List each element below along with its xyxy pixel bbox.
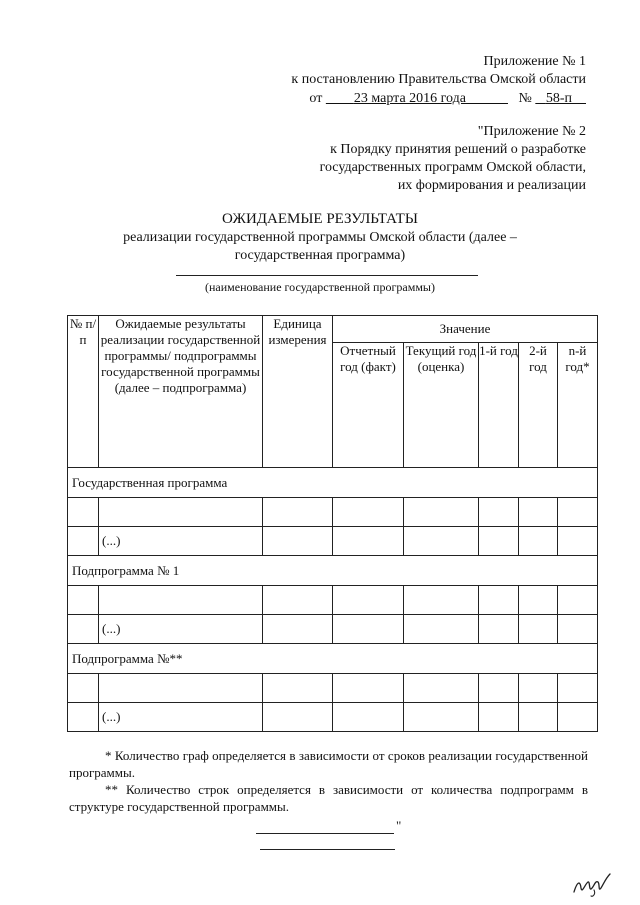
closing-quote: " xyxy=(396,818,402,833)
program-name-line xyxy=(176,275,478,276)
header-year-1: 1-й год xyxy=(479,343,519,468)
table-row xyxy=(68,615,598,644)
ellipsis-cell: (...) xyxy=(99,615,263,644)
expected-results-table xyxy=(67,315,598,732)
section-state-program: Государственная программа xyxy=(68,468,598,498)
header-value: Значение xyxy=(333,316,598,343)
table-row xyxy=(68,498,598,527)
header-reporting-year: Отчетный год (факт) xyxy=(333,343,404,468)
resolution-date-line xyxy=(309,90,586,107)
date-value: 23 марта 2016 года xyxy=(353,91,466,106)
header-year-n: n-й год* xyxy=(558,343,598,468)
procedure-reference-2: государственных программ Омской области, xyxy=(319,160,586,175)
resolution-reference: к постановлению Правительства Омской области xyxy=(291,72,586,87)
number-value: 58-п xyxy=(545,91,572,106)
footnote-rows: ** Количество строк определяется в зависимости от количества подпрограмм в структуре государственной программы. xyxy=(69,782,588,814)
appendix-2-title: "Приложение № 2 xyxy=(477,124,586,139)
table-row xyxy=(68,703,598,732)
ellipsis-cell: (...) xyxy=(99,703,263,732)
header-year-2: 2-й год xyxy=(519,343,558,468)
ellipsis-cell: (...) xyxy=(99,527,263,556)
procedure-reference-1: к Порядку принятия решений о разработке xyxy=(330,142,586,157)
closing-line-2 xyxy=(260,849,395,850)
header-num: № п/п xyxy=(68,316,99,468)
appendix-1-title: Приложение № 1 xyxy=(483,54,586,69)
procedure-reference-3: их формирования и реализации xyxy=(397,178,586,193)
program-name-caption: (наименование государственной программы) xyxy=(205,280,435,294)
closing-line-1 xyxy=(256,833,394,834)
number-prefix: № xyxy=(518,91,532,106)
table-row xyxy=(68,674,598,703)
table-row xyxy=(68,527,598,556)
document-subtitle-1: реализации государственной программы Омской области (далее – xyxy=(123,230,517,245)
header-unit: Единица измерения xyxy=(263,316,333,468)
section-subprogram-1: Подпрограмма № 1 xyxy=(68,556,598,586)
section-subprogram-n: Подпрограмма №** xyxy=(68,644,598,674)
signature-initials xyxy=(572,870,614,898)
footnote-columns: * Количество граф определяется в зависимости от сроков реализации государственной программы. xyxy=(69,748,588,780)
header-current-year: Текущий год (оценка) xyxy=(404,343,479,468)
document-subtitle-2: государственная программа) xyxy=(234,248,406,263)
table-row xyxy=(68,586,598,615)
document-title: ОЖИДАЕМЫЕ РЕЗУЛЬТАТЫ xyxy=(222,211,418,227)
footnotes xyxy=(69,747,588,815)
header-results: Ожидаемые результаты реализации государственной программы/ подпрограммы государственной программы (далее – подпрограмма) xyxy=(99,316,263,468)
date-prefix: от xyxy=(309,91,323,106)
